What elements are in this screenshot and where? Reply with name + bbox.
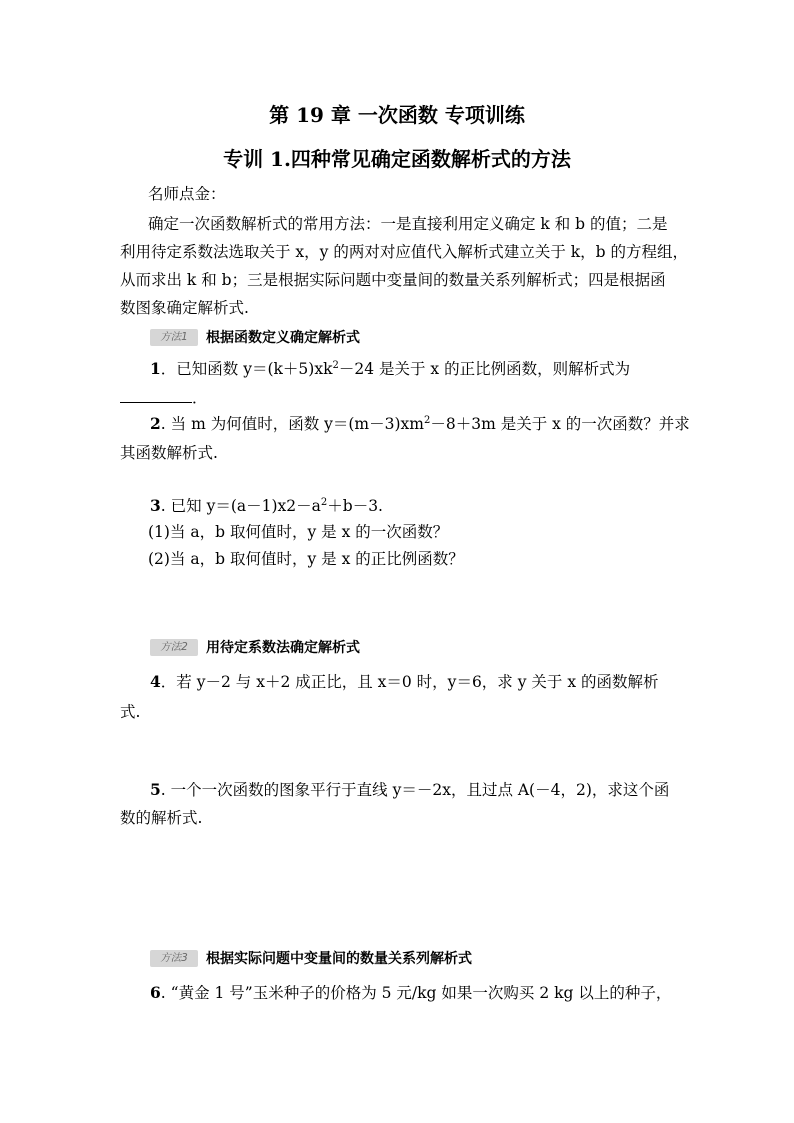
problem-5-text: . 一个一次函数的图象平行于直线 y＝－2x，且过点 A(－4，2)，求这个函 [160, 781, 670, 799]
method-3-title: 根据实际问题中变量间的数量关系列解析式 [206, 951, 472, 967]
problem-2-text-b: －8＋3m 是关于 x 的一次函数？并求 [430, 415, 690, 433]
method-1-heading [150, 327, 360, 348]
problem-1 [150, 359, 630, 379]
problem-3-sub-2: (2)当 a，b 取何值时，y 是 x 的正比例函数？ [148, 550, 464, 568]
problem-2-number: 2 [150, 414, 161, 433]
intro-line-1: 确定一次函数解析式的常用方法：一是直接利用定义确定 k 和 b 的值；二是 [148, 215, 668, 233]
intro-label: 名师点金： [148, 185, 226, 203]
method-1-title: 根据函数定义确定解析式 [206, 330, 360, 346]
intro-line-3: 从而求出 k 和 b；三是根据实际问题中变量间的数量关系列解析式；四是根据函 [120, 271, 666, 289]
problem-2-line-2: 其函数解析式. [120, 444, 218, 462]
problem-6-text: . “黄金 1 号”玉米种子的价格为 5 元/kg 如果一次购买 2 kg 以上的种子， [160, 984, 672, 1002]
problem-6 [150, 983, 671, 1003]
chapter-title: 第 19 章 一次函数 专项训练 [269, 103, 525, 127]
method-3-heading [150, 948, 472, 969]
problem-3-text-a: . 已知 y＝(a－1)x2－a [160, 497, 321, 515]
problem-4-line-2: 式. [120, 703, 141, 721]
problem-3-superscript: 2 [320, 496, 328, 508]
method-2-badge: 方法2 [150, 639, 198, 656]
intro-line-2: 利用待定系数法选取关于 x，y 的两对对应值代入解析式建立关于 k，b 的方程组， [120, 243, 689, 261]
problem-2-text-a: . 当 m 为何值时，函数 y＝(m－3)xm [160, 415, 424, 433]
problem-3-number: 3 [150, 496, 161, 515]
problem-3-sub-1: (1)当 a，b 取何值时，y 是 x 的一次函数？ [148, 523, 449, 541]
problem-5-number: 5 [150, 780, 161, 799]
intro-line-4: 数图象确定解析式. [120, 299, 249, 317]
problem-1-text-b: －24 是关于 x 的正比例函数，则解析式为 [338, 360, 631, 378]
problem-4-text: ．若 y－2 与 x＋2 成正比，且 x＝0 时，y＝6，求 y 关于 x 的函数解析 [160, 673, 659, 691]
problem-1-number: 1 [150, 359, 161, 378]
method-3-badge: 方法3 [150, 950, 198, 967]
problem-3 [150, 496, 383, 516]
problem-3-text-b: ＋b－3. [327, 497, 383, 515]
problem-2 [150, 414, 690, 434]
method-2-heading [150, 637, 360, 658]
problem-1-line-2 [120, 388, 208, 408]
problem-1-text-end: ． [192, 389, 208, 407]
problem-4 [150, 672, 659, 692]
problem-2-superscript: 2 [423, 414, 431, 426]
page-subtitle: 专训 1.四种常见确定函数解析式的方法 [223, 147, 571, 171]
problem-1-superscript: 2 [332, 359, 339, 371]
problem-6-number: 6 [150, 983, 161, 1002]
problem-5 [150, 780, 669, 800]
problem-1-text-a: ．已知函数 y＝(k＋5)xk [160, 360, 333, 378]
problem-4-number: 4 [150, 672, 161, 691]
method-2-title: 用待定系数法确定解析式 [206, 640, 360, 656]
answer-blank[interactable] [120, 388, 192, 403]
problem-5-line-2: 数的解析式. [120, 809, 203, 827]
method-1-badge: 方法1 [150, 329, 198, 346]
